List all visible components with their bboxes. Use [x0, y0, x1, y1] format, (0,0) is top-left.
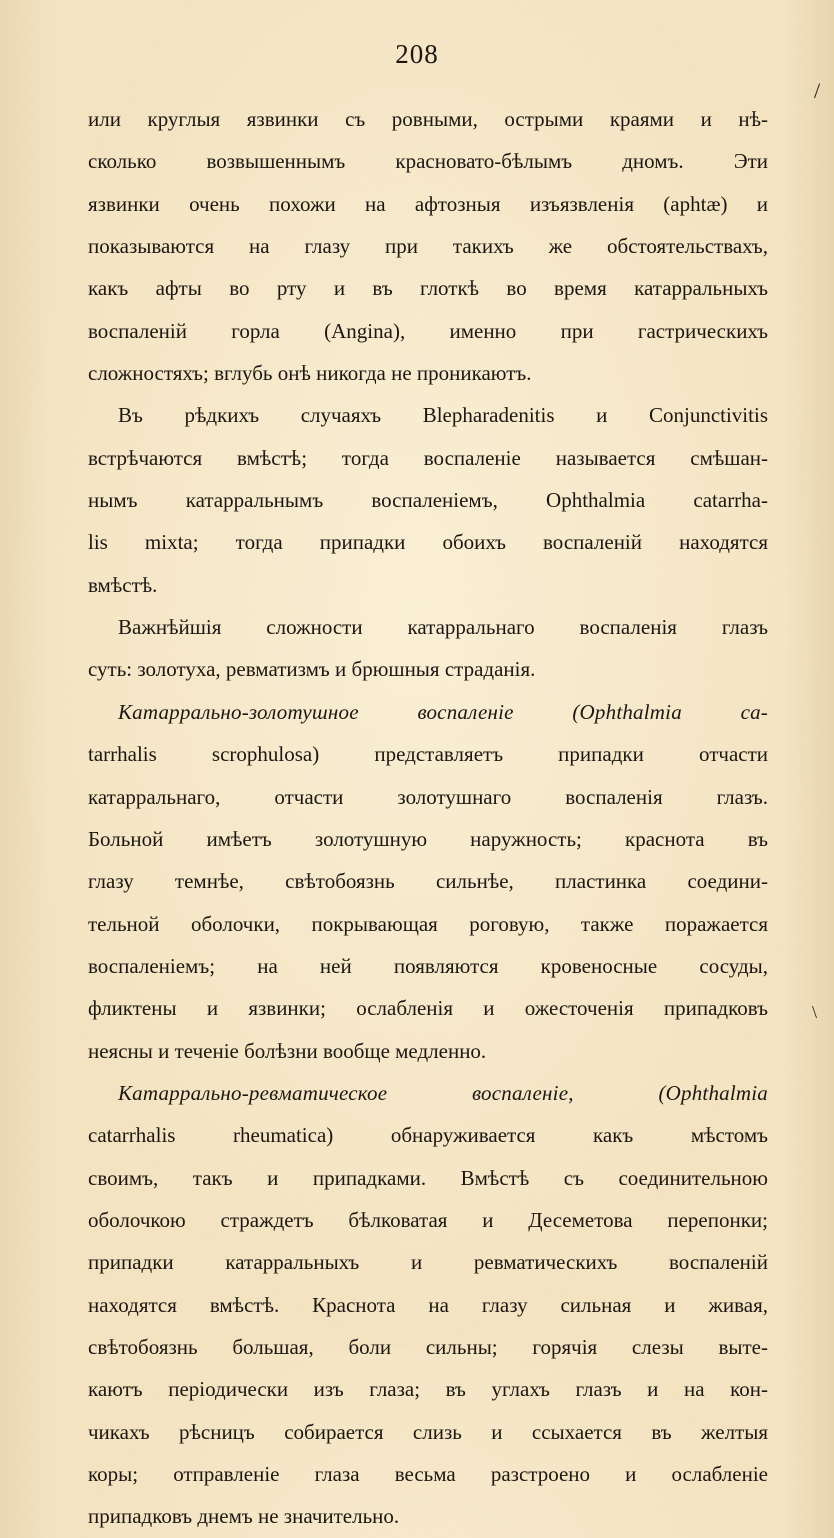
text-line: Больной имѣетъ золотушную наружность; краснота въ — [88, 826, 768, 851]
text-line: нымъ катарральнымъ воспаленіемъ, Ophthalmia catarrha- — [88, 488, 768, 513]
text-line: tarrhalis scrophulosa) представляетъ припадки отчасти — [88, 742, 768, 767]
text-line: встрѣчаются вмѣстѣ; тогда воспаленіе называется смѣшан- — [88, 445, 768, 470]
text-line: припадки катарральныхъ и ревматическихъ воспаленій — [88, 1250, 768, 1275]
text-line: catarrhalis rheumatica) обнаруживается какъ мѣстомъ — [88, 1123, 768, 1148]
text-line: глазу темнѣе, свѣтобоязнь сильнѣе, пластинка соедини- — [88, 869, 768, 894]
text-line: катарральнаго, отчасти золотушнаго воспаленія глазъ. — [88, 784, 768, 809]
margin-mark-backslash: \ — [812, 1002, 818, 1022]
text-line: оболочкою страждетъ бѣлковатая и Десеметова перепонки; — [88, 1207, 768, 1232]
text-line: своимъ, такъ и припадками. Вмѣстѣ съ соединительною — [88, 1165, 768, 1190]
text-line: чикахъ рѣсницъ собирается слизь и ссыхается въ желтыя — [88, 1419, 768, 1444]
text-line: Въ рѣдкихъ случаяхъ Blepharadenitis и Conjunctivitis — [118, 403, 768, 428]
text-line: припадковъ днемъ не значительно. — [88, 1504, 400, 1529]
text-line: суть: золотуха, ревматизмъ и брюшныя страданія. — [88, 657, 536, 682]
text-line: воспаленіемъ; на ней появляются кровеносные сосуды, — [88, 953, 768, 978]
text-line: какъ афты во рту и въ глоткѣ во время катарральныхъ — [88, 276, 768, 301]
text-line: сложностяхъ; вглубь онѣ никогда не проникаютъ. — [88, 361, 532, 386]
text-line: находятся вмѣстѣ. Краснота на глазу сильная и живая, — [88, 1292, 768, 1317]
page-number: 208 — [395, 39, 439, 69]
text-line: каютъ періодически изъ глаза; въ углахъ глазъ и на кон- — [88, 1377, 768, 1402]
text-line: Катаррально-ревматическое воспаленіе, (Ophthalmia — [118, 1080, 768, 1105]
text-line: тельной оболочки, покрывающая роговую, также поражается — [88, 911, 768, 936]
text-line: язвинки очень похожи на афтозныя изъязвленія (aphtæ) и — [88, 191, 768, 216]
margin-mark-slash: / — [814, 78, 821, 103]
text-line: lis mixta; тогда припадки обоихъ воспаленій находятся — [88, 530, 768, 555]
text-line: Важнѣйшія сложности катарральнаго воспаленія глазъ — [118, 615, 768, 640]
text-line: свѣтобоязнь большая, боли сильны; горячія слезы выте- — [88, 1334, 768, 1359]
text-line: Катаррально-золотушное воспаленіе (Ophthalmia ca- — [118, 699, 768, 724]
body-text — [88, 98, 768, 1538]
text-line: коры; отправленіе глаза весьма разстроено и ослабленіе — [88, 1462, 768, 1486]
text-line: фликтены и язвинки; ослабленія и ожесточенія припадковъ — [88, 996, 768, 1021]
text-line: или круглыя язвинки съ ровными, острыми краями и нѣ- — [88, 107, 768, 131]
text-line: воспаленій горла (Angina), именно при гастрическихъ — [88, 318, 768, 343]
text-line: вмѣстѣ. — [88, 572, 158, 597]
text-line: сколько возвышеннымъ красновато-бѣлымъ дномъ. Эти — [88, 149, 768, 174]
text-line: неясны и теченіе болѣзни вообще медленно. — [88, 1038, 487, 1063]
text-line: показываются на глазу при такихъ же обстоятельствахъ, — [88, 234, 768, 259]
